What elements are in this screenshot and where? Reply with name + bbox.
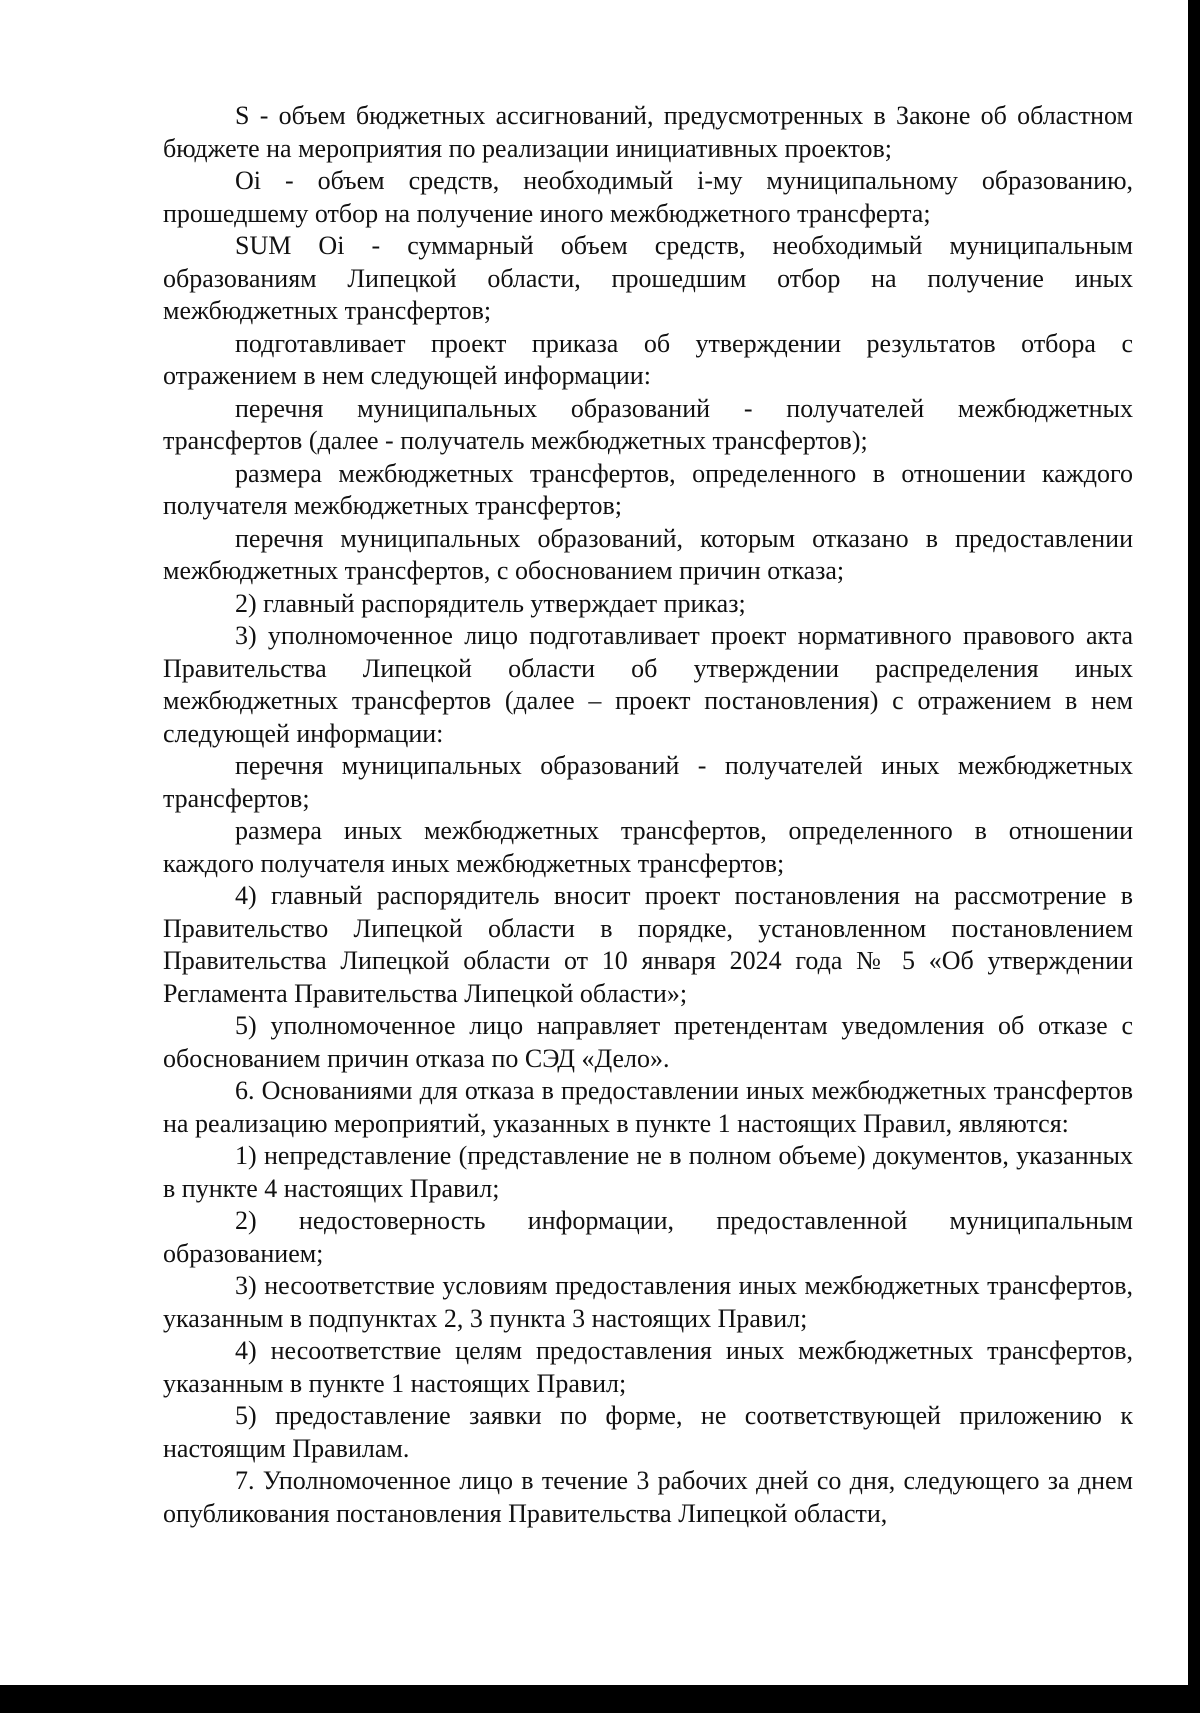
scan-edge-bottom [0,1685,1200,1713]
paragraph-reason-1: 1) непредставление (представление не в полном объеме) документов, указанных в пункте 4 настоящих Правил; [163,1141,1133,1203]
paragraph-refused-list: перечня муниципальных образований, которым отказано в предоставлении межбюджетных трансфертов, с обоснованием причин отказа; [163,523,1133,585]
document-body [163,100,1133,1530]
paragraph-sum-oi-definition: SUM Oi - суммарный объем средств, необходимый муниципальным образованиям Липецкой области, прошедшим отбор на получение иных межбюджетных трансфертов; [163,231,1133,325]
paragraph-section-7: 7. Уполномоченное лицо в течение 3 рабочих дней со дня, следующего за днем опубликования постановления Правительства Липецкой области, [163,1466,1133,1528]
paragraph-item-5: 5) уполномоченное лицо направляет претендентам уведомления об отказе с обоснованием причин отказа по СЭД «Дело». [163,1011,1133,1073]
paragraph-transfer-size: размера межбюджетных трансфертов, определенного в отношении каждого получателя межбюджетных трансфертов; [163,458,1133,520]
paragraph-reason-4: 4) несоответствие целям предоставления иных межбюджетных трансфертов, указанным в пункте 1 настоящих Правил; [163,1336,1133,1398]
paragraph-other-recipients-list: перечня муниципальных образований - получателей иных межбюджетных трансфертов; [163,751,1133,813]
paragraph-s-definition: S - объем бюджетных ассигнований, предусмотренных в Законе об областном бюджете на мероприятия по реализации инициативных проектов; [163,101,1133,163]
paragraph-reason-3: 3) несоответствие условиям предоставления иных межбюджетных трансфертов, указанным в подпунктах 2, 3 пункта 3 настоящих Правил; [163,1271,1133,1333]
paragraph-reason-5: 5) предоставление заявки по форме, не соответствующей приложению к настоящим Правилам. [163,1401,1133,1463]
paragraph-oi-definition: Oi - объем средств, необходимый i-му муниципальному образованию, прошедшему отбор на получение иного межбюджетного трансферта; [163,166,1133,228]
paragraph-prepares-order: подготавливает проект приказа об утверждении результатов отбора с отражением в нем следующей информации: [163,328,1133,390]
paragraph-item-2: 2) главный распорядитель утверждает приказ; [235,588,746,618]
paragraph-other-transfer-size: размера иных межбюджетных трансфертов, определенного в отношении каждого получателя иных межбюджетных трансфертов; [163,816,1133,878]
paragraph-section-6: 6. Основаниями для отказа в предоставлении иных межбюджетных трансфертов на реализацию мероприятий, указанных в пункте 1 настоящих Правил, являются: [163,1076,1133,1138]
paragraph-reason-2: 2) недостоверность информации, предоставленной муниципальным образованием; [163,1206,1133,1268]
paragraph-item-4: 4) главный распорядитель вносит проект постановления на рассмотрение в Правительство Липецкой области в порядке, установленном постановлением Правительства Липецкой области от 10 января 2024 года № 5 «Об утверждении Регламента Правительства Липецкой области»; [163,881,1133,1008]
paragraph-item-3: 3) уполномоченное лицо подготавливает проект нормативного правового акта Правительства Липецкой области об утверждении распределения иных межбюджетных трансфертов (далее – проект постановления) с отражением в нем следующей информации: [163,621,1133,748]
paragraph-recipients-list: перечня муниципальных образований - получателей межбюджетных трансфертов (далее - получатель межбюджетных трансфертов); [163,393,1133,455]
scan-edge-right [1188,0,1200,1713]
